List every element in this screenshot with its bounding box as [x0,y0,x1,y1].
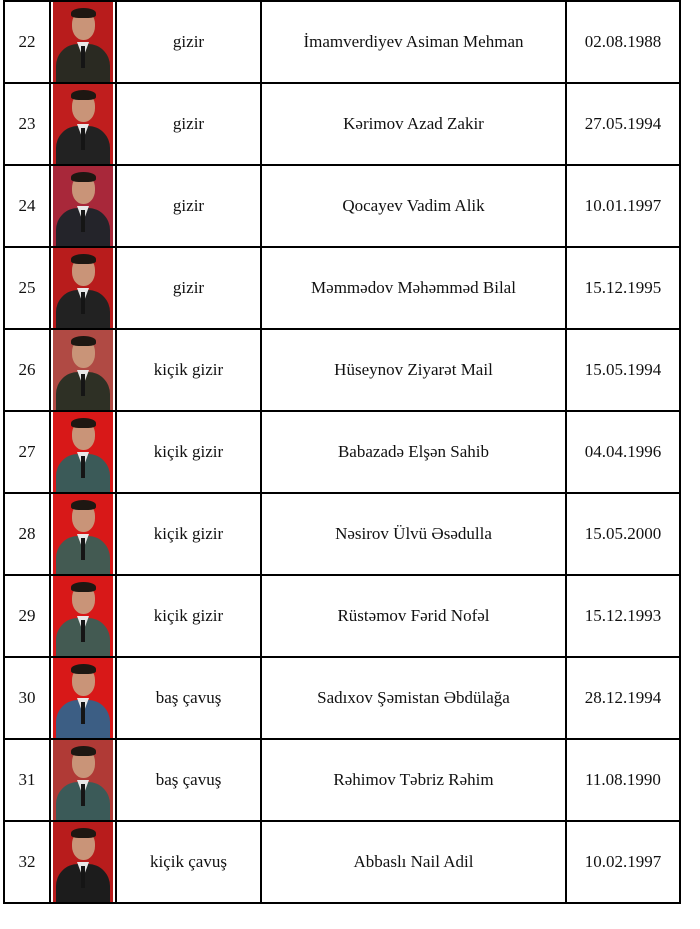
row-number: 25 [4,247,50,329]
portrait-photo [53,822,113,902]
portrait-photo [53,84,113,164]
table-row [4,83,680,165]
full-name-cell: Nəsirov Ülvü Əsədulla [261,493,566,575]
birth-date-cell: 15.12.1993 [566,575,680,657]
row-number: 27 [4,411,50,493]
table-row [4,575,680,657]
table-row [4,739,680,821]
photo-cell [50,575,116,657]
portrait-photo [53,2,113,82]
photo-cell [50,411,116,493]
photo-cell [50,657,116,739]
portrait-photo [53,166,113,246]
portrait-photo [53,248,113,328]
birth-date-cell: 28.12.1994 [566,657,680,739]
rank-cell: kiçik gizir [116,575,261,657]
row-number: 24 [4,165,50,247]
full-name-cell: Rəhimov Təbriz Rəhim [261,739,566,821]
table-row [4,329,680,411]
full-name-cell: Qocayev Vadim Alik [261,165,566,247]
full-name-cell: İmamverdiyev Asiman Mehman [261,1,566,83]
rank-cell: baş çavuş [116,657,261,739]
portrait-photo [53,576,113,656]
portrait-photo [53,658,113,738]
row-number: 22 [4,1,50,83]
rank-cell: gizir [116,1,261,83]
personnel-table [3,0,681,904]
row-number: 31 [4,739,50,821]
table-row [4,493,680,575]
table-row [4,821,680,903]
birth-date-cell: 02.08.1988 [566,1,680,83]
photo-cell [50,329,116,411]
photo-cell [50,739,116,821]
birth-date-cell: 11.08.1990 [566,739,680,821]
birth-date-cell: 15.05.2000 [566,493,680,575]
photo-cell [50,247,116,329]
rank-cell: baş çavuş [116,739,261,821]
table-row [4,1,680,83]
portrait-photo [53,740,113,820]
photo-cell [50,1,116,83]
portrait-photo [53,412,113,492]
full-name-cell: Sadıxov Şəmistan Əbdülağa [261,657,566,739]
table-row [4,411,680,493]
birth-date-cell: 10.01.1997 [566,165,680,247]
birth-date-cell: 04.04.1996 [566,411,680,493]
rank-cell: kiçik gizir [116,493,261,575]
birth-date-cell: 27.05.1994 [566,83,680,165]
birth-date-cell: 15.12.1995 [566,247,680,329]
photo-cell [50,83,116,165]
portrait-photo [53,494,113,574]
rank-cell: gizir [116,83,261,165]
full-name-cell: Rüstəmov Fərid Nofəl [261,575,566,657]
personnel-table-body [4,1,680,903]
birth-date-cell: 15.05.1994 [566,329,680,411]
row-number: 32 [4,821,50,903]
table-row [4,247,680,329]
portrait-photo [53,330,113,410]
full-name-cell: Abbaslı Nail Adil [261,821,566,903]
photo-cell [50,821,116,903]
birth-date-cell: 10.02.1997 [566,821,680,903]
row-number: 29 [4,575,50,657]
rank-cell: gizir [116,165,261,247]
row-number: 30 [4,657,50,739]
rank-cell: kiçik çavuş [116,821,261,903]
rank-cell: kiçik gizir [116,329,261,411]
row-number: 23 [4,83,50,165]
full-name-cell: Hüseynov Ziyarət Mail [261,329,566,411]
photo-cell [50,493,116,575]
table-row [4,165,680,247]
table-row [4,657,680,739]
rank-cell: kiçik gizir [116,411,261,493]
rank-cell: gizir [116,247,261,329]
row-number: 28 [4,493,50,575]
full-name-cell: Babazadə Elşən Sahib [261,411,566,493]
full-name-cell: Məmmədov Məhəmməd Bilal [261,247,566,329]
full-name-cell: Kərimov Azad Zakir [261,83,566,165]
row-number: 26 [4,329,50,411]
photo-cell [50,165,116,247]
